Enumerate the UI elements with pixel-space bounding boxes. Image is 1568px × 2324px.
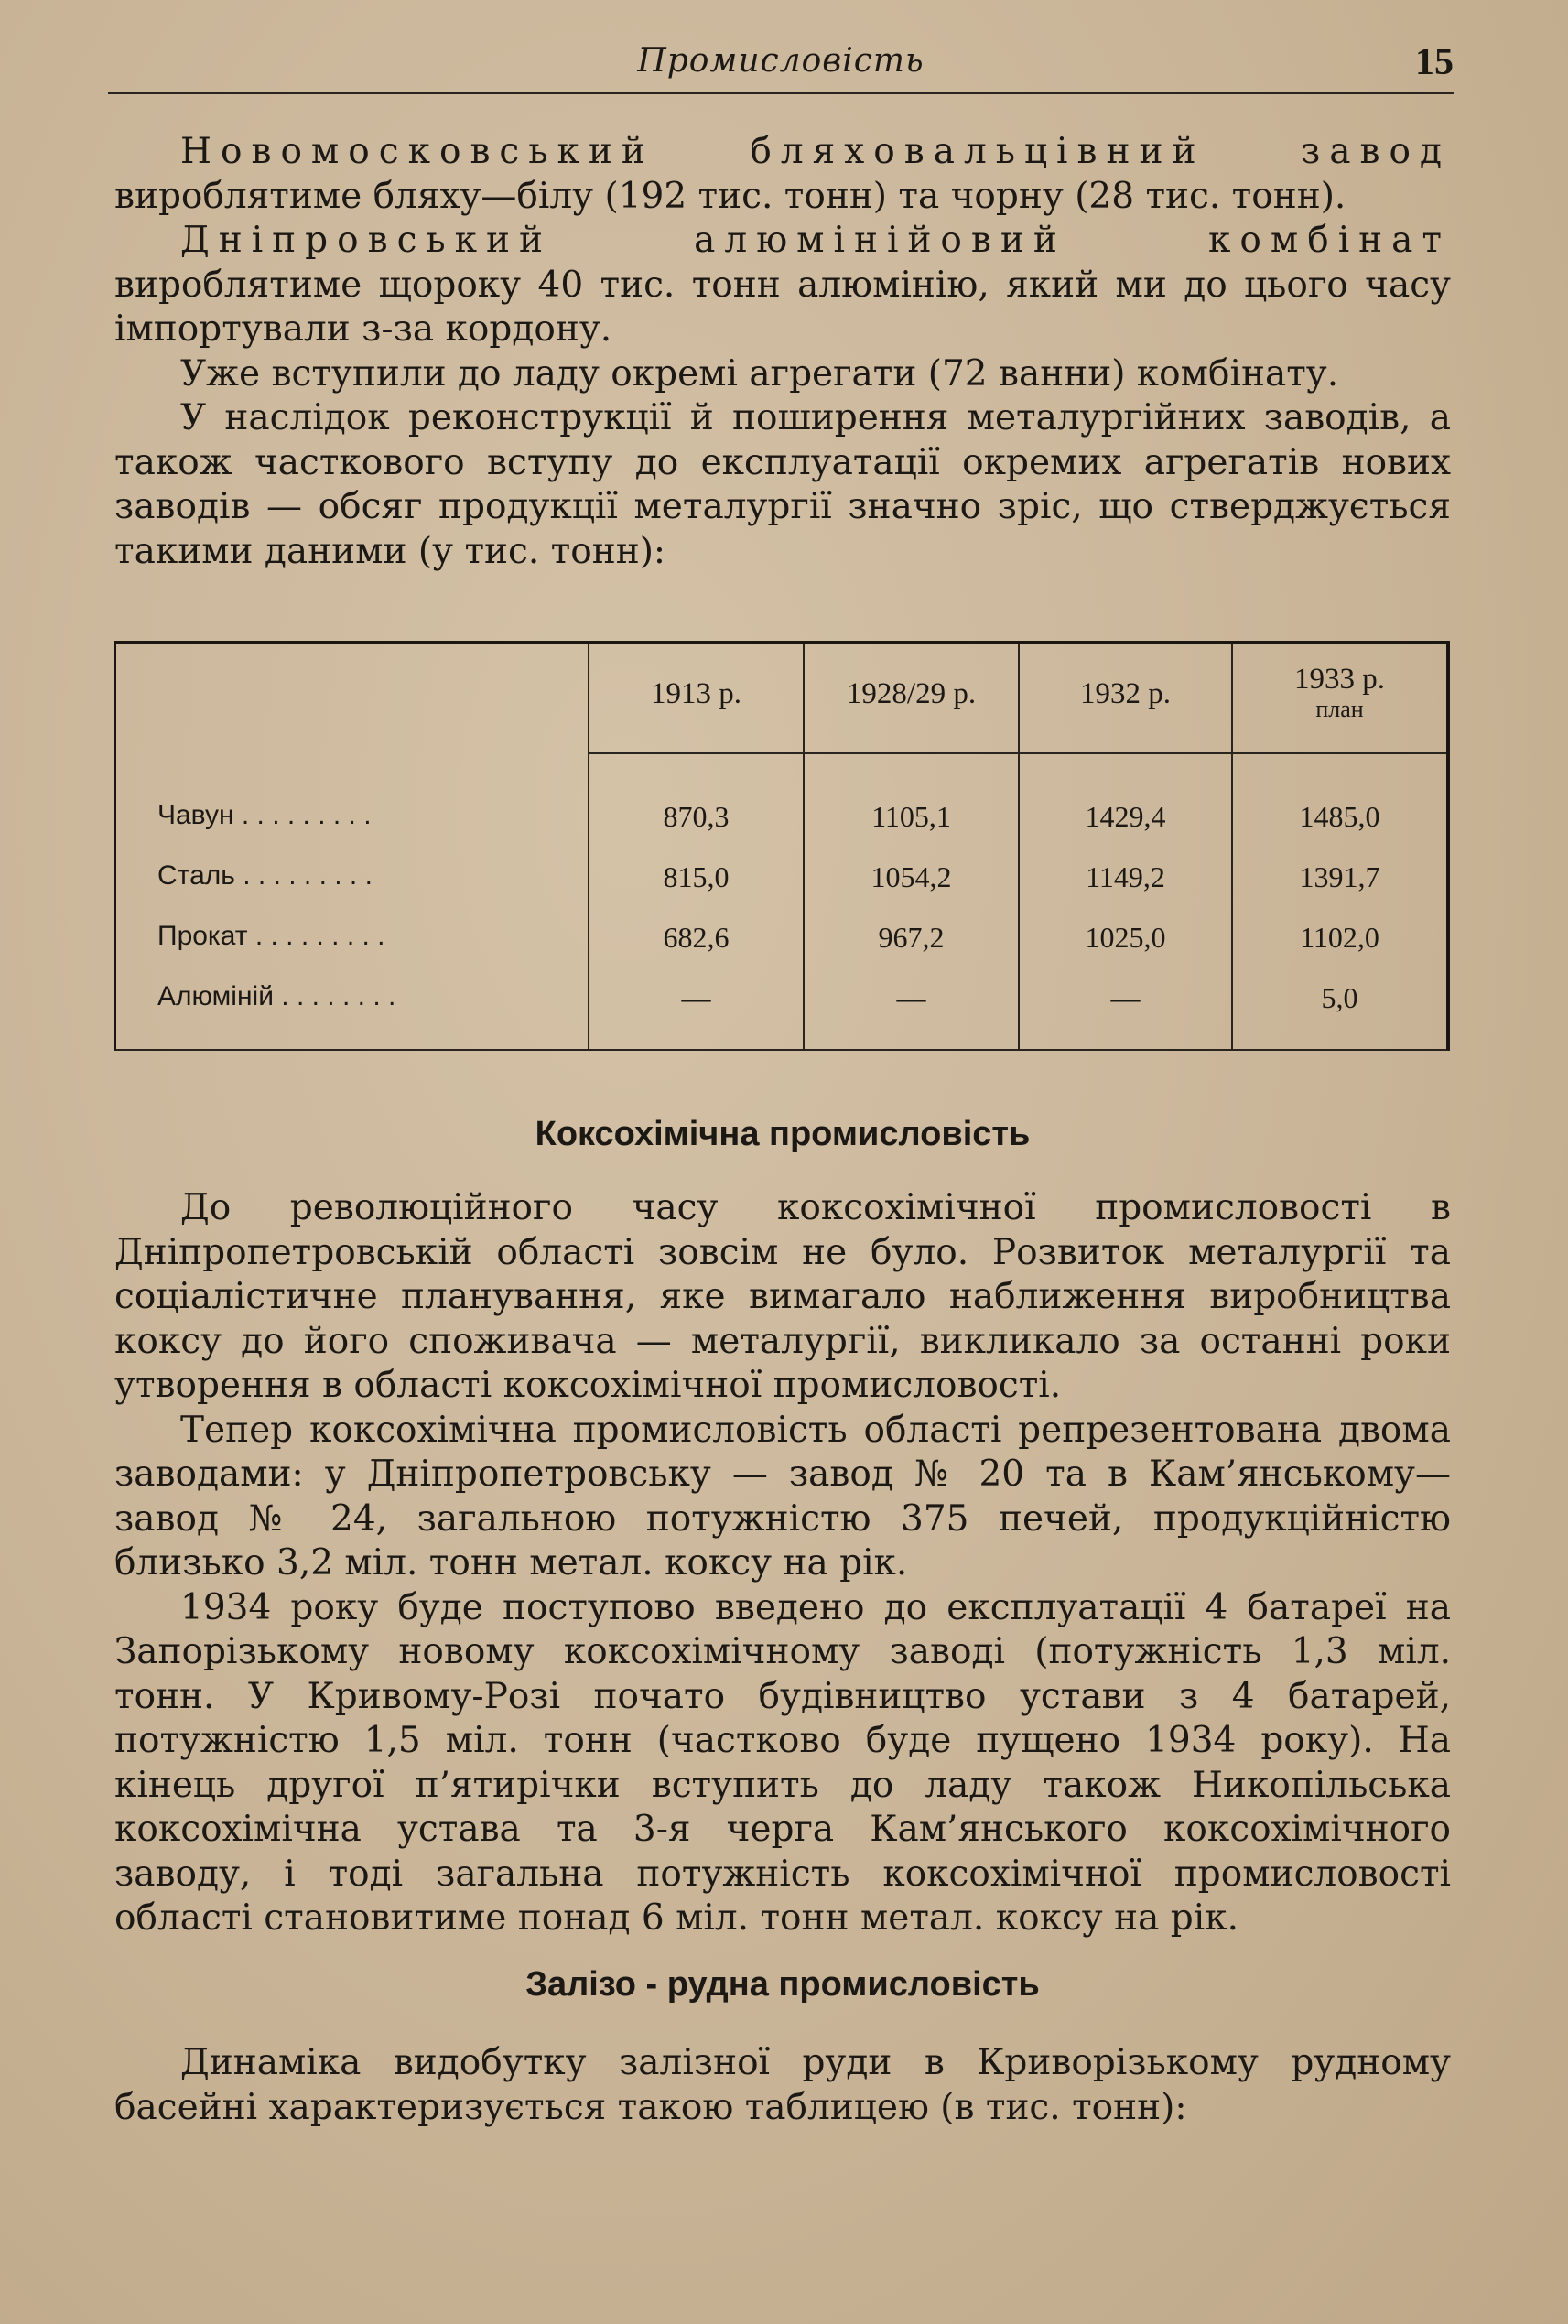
coke-text xyxy=(114,1186,1451,1941)
metallurgy-table xyxy=(114,641,1450,1051)
paragraph: Уже вступили до ладу окремі агрегати (72 ванни) комбінату. xyxy=(180,352,1339,395)
table-cell: 1149,2 xyxy=(1086,860,1165,893)
paragraph xyxy=(114,219,1451,352)
column-header: 1932 р. xyxy=(1080,677,1171,710)
row-label: Прокат . . . . . . . . . xyxy=(157,921,385,951)
plant-name: Дніпровський алюмінійовий комбінат xyxy=(180,220,1451,261)
column-header: 1933 р. план xyxy=(1294,663,1385,722)
table-cell: — xyxy=(896,981,926,1014)
table-cell: 1105,1 xyxy=(871,800,951,833)
table-cell: — xyxy=(1110,981,1141,1014)
paragraph: До революційного часу коксохімічної промисловості в Дніпропетровській області зовсім не було. Розвиток металургії та соціалістичне планування, яке вимагало наближення виробництва коксу до його споживача — металургії, викликало за останні роки утворення в області коксохімічної промисловості. xyxy=(114,1187,1451,1406)
paragraph: У наслідок реконструкції й поширення металургійних заводів, а також часткового вступу до експлуатації окремих агрегатів нових заводів — обсяг продукції металургії значно зріс, що стверджується такими даними (у тис. тонн): xyxy=(114,397,1451,572)
column-header: 1928/29 р. xyxy=(846,677,977,710)
table-cell: 1102,0 xyxy=(1300,921,1379,954)
table-cell: 815,0 xyxy=(663,860,730,893)
table-cell: 682,6 xyxy=(663,921,730,954)
plant-name: Новомосковський бляховальцівний завод xyxy=(180,131,1451,172)
paragraph xyxy=(114,130,1451,219)
row-label: Чавун . . . . . . . . . xyxy=(157,800,372,830)
table-cell: 1391,7 xyxy=(1299,860,1380,893)
row-label: Сталь . . . . . . . . . xyxy=(157,860,373,891)
table-cell: 967,2 xyxy=(878,921,945,954)
intro-text xyxy=(114,130,1451,574)
table-cell: 1485,0 xyxy=(1299,800,1380,833)
table-cell: 870,3 xyxy=(663,800,730,833)
page-number: 15 xyxy=(1415,41,1454,83)
table-cell: — xyxy=(681,981,711,1014)
section-heading: Коксохімічна промисловість xyxy=(535,1115,1031,1153)
running-title: Промисловість xyxy=(637,42,925,80)
column-header: 1913 р. xyxy=(651,677,741,710)
row-label: Алюміній . . . . . . . . xyxy=(157,981,396,1011)
page-header xyxy=(108,37,1454,94)
table-cell: 1025,0 xyxy=(1085,921,1166,954)
iron-text xyxy=(114,2041,1451,2130)
section-heading: Залізо - рудна промисловість xyxy=(525,1965,1040,2004)
paragraph-text: вироблятиме бляху—білу (192 тис. тонн) та чорну (28 тис. тонн). xyxy=(114,175,1346,217)
table-cell: 1054,2 xyxy=(871,860,952,893)
paragraph: Тепер коксохімічна промисловість області репрезентована двома заводами: у Дніпропетровську — завод № 20 та в Кам’янському— завод № 24, загальною потужністю 375 печей, продукційністю близько 3,2 міл. тонн метал. коксу на рік. xyxy=(114,1409,1451,1584)
table-cell: 1429,4 xyxy=(1085,800,1166,833)
table-cell: 5,0 xyxy=(1321,981,1358,1014)
paragraph-text: вироблятиме щороку 40 тис. тонн алюмінію, який ми до цього часу імпортували з-за кордону. xyxy=(114,264,1451,350)
paragraph: 1934 року буде поступово введено до експлуатації 4 батареї на Запорізькому новому коксохімічному заводі (потужність 1,3 міл. тонн. У Кривому-Розі почато будівництво устави з 4 батарей, потужністю 1,5 міл. тонн (частково буде пущено 1934 року). На кінець другої п’ятирічки вступить до ладу також Никопільська коксохімічна устава та 3-я черга Кам’янського коксохімічного заводу, і тоді загальна потужність коксохімічної промисловості області становитиме понад 6 міл. тонн метал. коксу на рік. xyxy=(114,1586,1451,1939)
header-divider xyxy=(588,752,1446,754)
paragraph: Динаміка видобутку залізної руди в Криворізькому рудному басейні характеризується такою таблицею (в тис. тонн): xyxy=(114,2042,1451,2128)
